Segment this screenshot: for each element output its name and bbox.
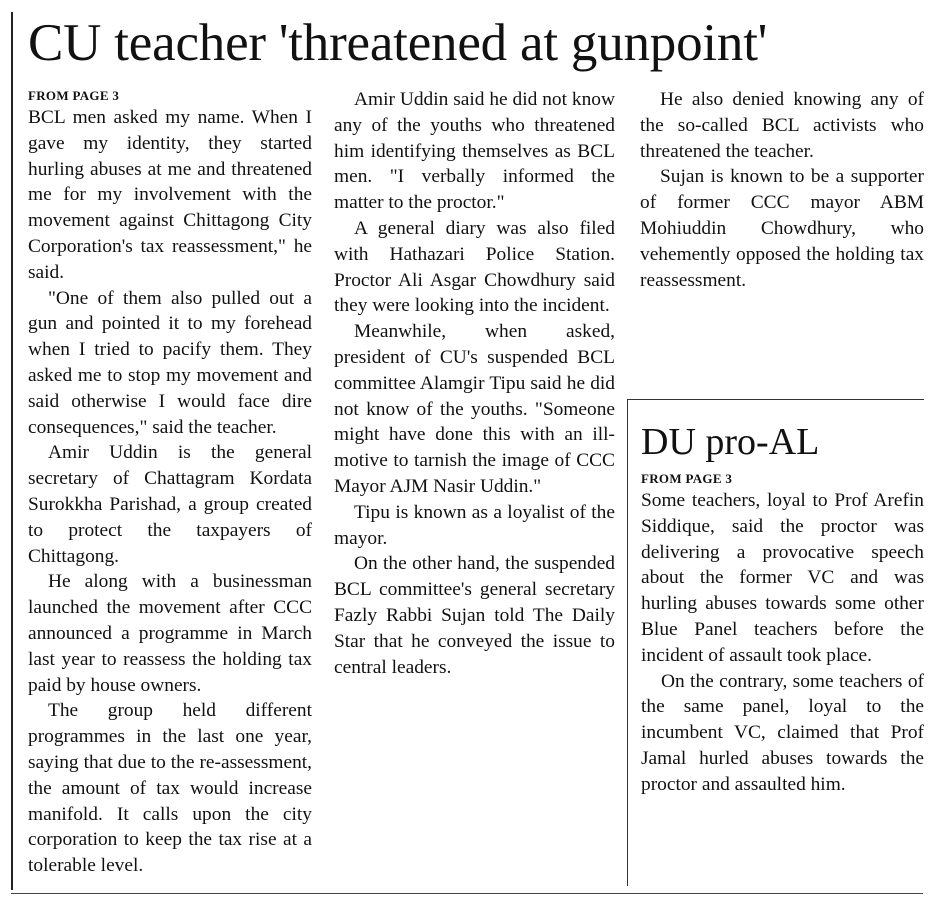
side-paragraph-2: On the contrary, some teachers of the same panel, loyal to the incumbent VC, claimed that Prof Jamal hurled abuses towards the proctor and assaulted him.	[641, 670, 924, 795]
paragraph-10: On the other hand, the suspended BCL committee's general secretary Fazly Rabbi Sujan told The Daily Star that he conveyed the issue to central leaders.	[334, 553, 615, 678]
side-story-kicker: FROM PAGE 3	[641, 471, 733, 486]
paragraph-6: Amir Uddin said he did not know any of the youths who threatened him identifying themselves as BCL men. "I verbally informed the matter to the proctor."	[334, 89, 615, 214]
paragraph-4: He along with a businessman launched the movement after CCC announced a programme in March last year to reassess the holding tax paid by house owners.	[28, 571, 312, 696]
paragraph-11: He also denied knowing any of the so-called BCL activists who threatened the teacher.	[640, 89, 924, 162]
article-column-3	[640, 87, 924, 293]
paragraph-5: The group held different programmes in the last one year, saying that due to the re-assessment, the amount of tax would increase manifold. It calls upon the city corporation to keep the tax rise at a tolerable level.	[28, 700, 312, 877]
paragraph-7: A general diary was also filed with Hathazari Police Station. Proctor Ali Asgar Chowdhury said they were looking into the incident.	[334, 217, 615, 317]
paragraph-2: "One of them also pulled out a gun and pointed it to my forehead when I tried to pacify them. They asked me to stop my movement and said otherwise I would face dire consequences," said the teacher.	[28, 287, 312, 438]
side-story-body	[641, 470, 924, 798]
article-column-1	[28, 87, 312, 877]
paragraph-1: BCL men asked my name. When I gave my identity, they started hurling abuses at me and threatened me for my involvement with the movement against Chittagong City Corporation's tax reassessment," he said.	[28, 107, 312, 283]
side-paragraph-1: Some teachers, loyal to Prof Arefin Siddique, said the proctor was delivering a provocative speech about the former VC and was hurling abuses towards some other Blue Panel teachers before the incident of assault took place.	[641, 490, 924, 666]
side-story-headline: DU pro-AL	[641, 421, 820, 463]
bottom-rule	[11, 893, 923, 894]
side-story-box-top-rule	[627, 399, 924, 400]
side-story-box-left-rule	[627, 399, 628, 886]
main-headline: CU teacher 'threatened at gunpoint'	[28, 14, 768, 72]
article-column-2	[334, 87, 615, 680]
paragraph-12: Sujan is known to be a supporter of former CCC mayor ABM Mohiuddin Chowdhury, who vehemently opposed the holding tax reassessment.	[640, 166, 924, 291]
main-kicker: FROM PAGE 3	[28, 88, 120, 103]
paragraph-9: Tipu is known as a loyalist of the mayor.	[334, 501, 615, 549]
paragraph-3: Amir Uddin is the general secretary of Chattagram Kordata Surokkha Parishad, a group created to protect the taxpayers of Chittagong.	[28, 442, 312, 567]
paragraph-8: Meanwhile, when asked, president of CU's suspended BCL committee Alamgir Tipu said he did not know of the youths. "Someone might have done this with an ill-motive to tarnish the image of CCC Mayor AJM Nasir Uddin."	[334, 321, 615, 497]
left-column-rule	[11, 12, 13, 890]
